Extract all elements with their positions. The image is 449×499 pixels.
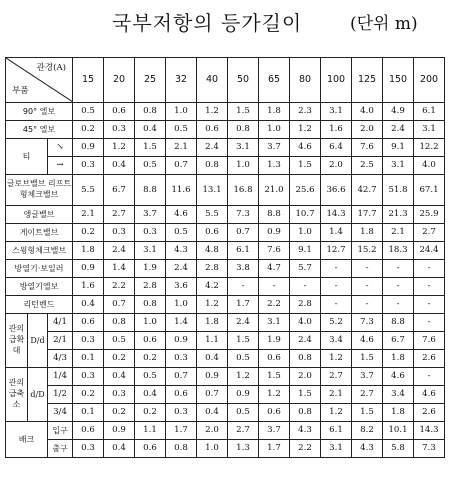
table-cell: 0.9 — [73, 260, 104, 278]
table-cell: 6.1 — [414, 103, 445, 121]
tee-branch-arrow: ↘ — [48, 139, 73, 157]
table-cell: 1.0 — [135, 314, 166, 332]
table-cell: 0.1 — [73, 404, 104, 422]
table-cell: 2.0 — [352, 121, 383, 139]
table-cell: 2.1 — [73, 206, 104, 224]
table-cell: 0.8 — [197, 157, 228, 175]
table-cell: - — [259, 278, 290, 296]
table-cell: 2.1 — [383, 224, 414, 242]
table-cell: 0.2 — [135, 350, 166, 368]
table-row — [6, 224, 445, 242]
table-cell: 0.3 — [73, 440, 104, 458]
table-cell: 2.4 — [197, 139, 228, 157]
table-cell: 1.1 — [135, 422, 166, 440]
table-cell: 1.3 — [228, 440, 259, 458]
table-cell: 25.9 — [414, 206, 445, 224]
table-cell: 67.1 — [414, 175, 445, 206]
table-cell: 1.8 — [73, 242, 104, 260]
row-label: 리턴벤드 — [6, 296, 73, 314]
table-cell: 1.4 — [104, 260, 135, 278]
table-cell: 0.2 — [104, 350, 135, 368]
table-cell: 1.6 — [73, 278, 104, 296]
table-cell: 11.6 — [166, 175, 197, 206]
table-cell: 1.5 — [352, 350, 383, 368]
table-cell: 0.9 — [73, 139, 104, 157]
table-cell: 1.1 — [197, 332, 228, 350]
table-cell: 3.8 — [228, 260, 259, 278]
table-cell: 7.6 — [414, 332, 445, 350]
table-cell: 0.3 — [73, 157, 104, 175]
table-row — [6, 157, 445, 175]
table-cell: 1.5 — [259, 368, 290, 386]
table-cell: 0.5 — [73, 103, 104, 121]
table-cell: 3.1 — [259, 314, 290, 332]
table-cell: 0.5 — [135, 157, 166, 175]
table-cell: 0.5 — [166, 224, 197, 242]
table-cell: 0.6 — [104, 103, 135, 121]
table-cell: 4.6 — [290, 139, 321, 157]
size-header: 15 — [73, 58, 104, 103]
table-cell: 1.5 — [228, 103, 259, 121]
table-cell: 2.5 — [352, 157, 383, 175]
table-cell: 3.4 — [321, 332, 352, 350]
table-cell: 0.5 — [135, 368, 166, 386]
table-cell: - — [352, 278, 383, 296]
table-cell: 0.6 — [135, 332, 166, 350]
table-cell: 0.4 — [104, 440, 135, 458]
size-header: 25 — [135, 58, 166, 103]
size-header: 65 — [259, 58, 290, 103]
table-cell: 1.2 — [321, 404, 352, 422]
table-cell: 4.6 — [166, 206, 197, 224]
table-cell: 10.7 — [290, 206, 321, 224]
table-cell: - — [414, 296, 445, 314]
table-cell: 4.6 — [352, 332, 383, 350]
table-cell: 4.6 — [383, 368, 414, 386]
table-cell: 0.6 — [197, 224, 228, 242]
table-cell: 8.8 — [135, 175, 166, 206]
table-cell: 2.0 — [321, 157, 352, 175]
ratio-label: 4/1 — [48, 314, 73, 332]
table-cell: 1.8 — [259, 103, 290, 121]
table-cell: 2.1 — [166, 139, 197, 157]
table-cell: 1.4 — [321, 224, 352, 242]
table-cell: 1.2 — [259, 386, 290, 404]
title-row — [0, 0, 449, 36]
table-row — [6, 332, 445, 350]
table-row — [6, 440, 445, 458]
table-cell: 0.5 — [228, 350, 259, 368]
table-cell: 0.9 — [104, 422, 135, 440]
table-cell: 12.2 — [414, 139, 445, 157]
page-title: 국부저항의 등가길이 — [112, 11, 303, 35]
row-label: 게이트밸브 — [6, 224, 73, 242]
table-cell: 3.7 — [352, 368, 383, 386]
table-cell: 21.3 — [383, 206, 414, 224]
table-cell: 0.4 — [197, 404, 228, 422]
table-cell: 0.9 — [259, 224, 290, 242]
table-cell: 3.1 — [135, 242, 166, 260]
table-cell: 0.2 — [73, 121, 104, 139]
table-cell: 1.8 — [383, 404, 414, 422]
table-cell: 0.7 — [228, 224, 259, 242]
table-cell: 0.8 — [135, 103, 166, 121]
ratio-label: 1/2 — [48, 386, 73, 404]
table-cell: 12.7 — [321, 242, 352, 260]
table-cell: 1.7 — [259, 440, 290, 458]
header-part-label: 부품 — [12, 86, 29, 97]
table-cell: 0.8 — [135, 296, 166, 314]
group-label: 관의 급확대 — [6, 314, 28, 368]
group-label: 배크 — [6, 422, 48, 458]
table-cell: 0.5 — [104, 332, 135, 350]
table-row — [6, 139, 445, 157]
table-cell: 3.7 — [259, 422, 290, 440]
table-cell: 0.8 — [290, 350, 321, 368]
table-cell: 0.4 — [104, 157, 135, 175]
size-header: 200 — [414, 58, 445, 103]
table-cell: 0.3 — [104, 386, 135, 404]
ratio-label: 3/4 — [48, 404, 73, 422]
row-label: 방열기·보일러 — [6, 260, 73, 278]
table-cell: 8.8 — [383, 314, 414, 332]
table-cell: 16.8 — [228, 175, 259, 206]
table-cell: 2.4 — [290, 332, 321, 350]
table-row — [6, 278, 445, 296]
table-row — [6, 368, 445, 386]
table-cell: 1.2 — [228, 368, 259, 386]
table-cell: 0.3 — [104, 121, 135, 139]
tee-straight-arrow: → — [48, 157, 73, 175]
table-cell: 6.4 — [321, 139, 352, 157]
table-cell: 8.8 — [259, 206, 290, 224]
table-cell: - — [383, 278, 414, 296]
table-cell: 1.0 — [166, 103, 197, 121]
table-row — [6, 103, 445, 121]
table-cell: - — [414, 278, 445, 296]
table-cell: 1.4 — [166, 314, 197, 332]
table-cell: 5.5 — [197, 206, 228, 224]
table-cell: 4.3 — [166, 242, 197, 260]
table-cell: 10.1 — [383, 422, 414, 440]
table-row — [6, 314, 445, 332]
table-cell: 0.3 — [135, 224, 166, 242]
table-cell: 1.8 — [197, 314, 228, 332]
size-header: 50 — [228, 58, 259, 103]
table-row — [6, 121, 445, 139]
table-cell: 0.4 — [135, 121, 166, 139]
table-cell: 0.1 — [73, 350, 104, 368]
table-cell: 1.8 — [383, 350, 414, 368]
table-cell: 2.8 — [290, 296, 321, 314]
table-cell: 2.0 — [197, 422, 228, 440]
table-cell: 3.4 — [383, 386, 414, 404]
row-label: 스윙형체크밸브 — [6, 242, 73, 260]
table-cell: 0.8 — [290, 404, 321, 422]
table-cell: 24.4 — [414, 242, 445, 260]
table-cell: 1.2 — [197, 296, 228, 314]
table-cell: 2.4 — [228, 314, 259, 332]
row-label: 출구 — [48, 440, 73, 458]
table-cell: 2.2 — [259, 296, 290, 314]
size-header: 100 — [321, 58, 352, 103]
table-cell: 6.7 — [104, 175, 135, 206]
table-cell: 2.4 — [383, 121, 414, 139]
table-cell: 0.3 — [166, 404, 197, 422]
table-cell: 2.6 — [414, 350, 445, 368]
ratio-label: 4/3 — [48, 350, 73, 368]
table-cell: 2.4 — [166, 260, 197, 278]
table-cell: 2.2 — [290, 440, 321, 458]
table-cell: 17.7 — [352, 206, 383, 224]
ratio-variable: d/D — [28, 368, 48, 422]
table-cell: 25.6 — [290, 175, 321, 206]
row-label: 방열기엘보 — [6, 278, 73, 296]
table-cell: 51.8 — [383, 175, 414, 206]
size-header: 125 — [352, 58, 383, 103]
table-cell: 0.9 — [197, 368, 228, 386]
table-cell: 4.0 — [352, 103, 383, 121]
table-cell: 2.7 — [104, 206, 135, 224]
table-cell: 14.3 — [414, 422, 445, 440]
table-cell: 7.6 — [259, 242, 290, 260]
table-cell: 9.1 — [383, 139, 414, 157]
table-cell: 0.6 — [197, 121, 228, 139]
table-cell: 2.6 — [414, 404, 445, 422]
table-cell: 1.7 — [166, 422, 197, 440]
table-cell: 0.4 — [73, 296, 104, 314]
table-row — [6, 386, 445, 404]
table-cell: 1.5 — [135, 139, 166, 157]
table-cell: 0.7 — [166, 368, 197, 386]
table-cell: 6.1 — [321, 422, 352, 440]
table-cell: 5.5 — [73, 175, 104, 206]
table-cell: 3.1 — [321, 440, 352, 458]
table-cell: 6.1 — [228, 242, 259, 260]
table-cell: 1.2 — [321, 350, 352, 368]
table-cell: 3.7 — [135, 206, 166, 224]
row-label: 앵글밸브 — [6, 206, 73, 224]
table-cell: 0.6 — [166, 386, 197, 404]
table-cell: 1.6 — [321, 121, 352, 139]
row-label: 글로브밸브 리프트형체크밸브 — [6, 175, 73, 206]
table-cell: 2.3 — [290, 103, 321, 121]
table-cell: 18.3 — [383, 242, 414, 260]
table-cell: 2.7 — [414, 224, 445, 242]
table-cell: 2.0 — [290, 368, 321, 386]
ratio-label: 1/4 — [48, 368, 73, 386]
table-cell: 0.2 — [73, 224, 104, 242]
table-cell: 5.8 — [383, 440, 414, 458]
table-cell: 0.4 — [104, 368, 135, 386]
group-label: 관의 급축소 — [6, 368, 28, 422]
table-cell: 0.8 — [228, 121, 259, 139]
table-cell: 3.1 — [321, 103, 352, 121]
table-cell: 2.1 — [321, 386, 352, 404]
table-cell: - — [383, 260, 414, 278]
table-cell: 4.9 — [383, 103, 414, 121]
size-header: 80 — [290, 58, 321, 103]
table-cell: 0.3 — [166, 350, 197, 368]
unit-label: (단위 m) — [350, 14, 418, 34]
header-size-label: 관경(A) — [36, 63, 67, 73]
table-cell: 1.5 — [352, 404, 383, 422]
size-header: 150 — [383, 58, 414, 103]
table-cell: 3.7 — [259, 139, 290, 157]
table-cell: 1.5 — [228, 332, 259, 350]
table-cell: 0.3 — [104, 224, 135, 242]
table-cell: - — [414, 368, 445, 386]
table-cell: 4.7 — [259, 260, 290, 278]
table-cell: 2.7 — [321, 368, 352, 386]
table-cell: 1.2 — [290, 121, 321, 139]
table-cell: 0.3 — [73, 332, 104, 350]
table-cell: 42.7 — [352, 175, 383, 206]
table-cell: 0.9 — [228, 386, 259, 404]
table-cell: 0.2 — [73, 386, 104, 404]
table-cell: 0.9 — [166, 332, 197, 350]
table-row — [6, 404, 445, 422]
table-cell: 0.3 — [73, 368, 104, 386]
table-cell: - — [228, 278, 259, 296]
table-cell: 0.2 — [135, 404, 166, 422]
table-cell: - — [321, 296, 352, 314]
table-row — [6, 206, 445, 224]
table-cell: 1.9 — [135, 260, 166, 278]
table-cell: 7.3 — [228, 206, 259, 224]
table-cell: 0.2 — [104, 404, 135, 422]
table-cell: 4.2 — [197, 278, 228, 296]
table-cell: 0.8 — [104, 314, 135, 332]
table-cell: 0.6 — [73, 422, 104, 440]
table-cell: 1.2 — [104, 139, 135, 157]
table-cell: - — [321, 260, 352, 278]
table-cell: 15.2 — [352, 242, 383, 260]
table-cell: - — [290, 278, 321, 296]
table-cell: 21.0 — [259, 175, 290, 206]
table-row — [6, 260, 445, 278]
table-cell: 36.6 — [321, 175, 352, 206]
table-cell: 7.3 — [352, 314, 383, 332]
table-cell: 1.7 — [228, 296, 259, 314]
size-header: 20 — [104, 58, 135, 103]
table-cell: 1.0 — [259, 121, 290, 139]
table-cell: 6.7 — [383, 332, 414, 350]
table-cell: 0.6 — [73, 314, 104, 332]
table-row — [6, 175, 445, 206]
group-label: 티 — [6, 139, 48, 175]
equivalent-length-table — [5, 57, 445, 458]
table-cell: 4.8 — [197, 242, 228, 260]
table-cell: 1.5 — [290, 157, 321, 175]
table-cell: 7.3 — [414, 440, 445, 458]
table-cell: - — [414, 260, 445, 278]
table-cell: 2.2 — [104, 278, 135, 296]
table-cell: - — [352, 260, 383, 278]
table-cell: - — [414, 314, 445, 332]
table-cell: 0.6 — [259, 404, 290, 422]
table-cell: 1.0 — [228, 157, 259, 175]
table-cell: 2.7 — [352, 386, 383, 404]
table-cell: 3.1 — [414, 121, 445, 139]
table-row — [6, 296, 445, 314]
table-cell: 0.6 — [135, 440, 166, 458]
table-cell: 0.5 — [166, 121, 197, 139]
table-cell: 1.0 — [166, 296, 197, 314]
table-cell: 9.1 — [290, 242, 321, 260]
table-cell: 1.8 — [352, 224, 383, 242]
table-cell: 1.2 — [197, 103, 228, 121]
table-cell: 5.7 — [290, 260, 321, 278]
table-cell: 1.0 — [290, 224, 321, 242]
header-row — [6, 58, 445, 103]
table-cell: 8.2 — [352, 422, 383, 440]
table-cell: 0.6 — [259, 350, 290, 368]
table-cell: 3.1 — [228, 139, 259, 157]
table-cell: 4.3 — [352, 440, 383, 458]
ratio-variable: D/d — [28, 314, 48, 368]
table-cell: 0.7 — [104, 296, 135, 314]
row-label: 입구 — [48, 422, 73, 440]
table-cell: 2.4 — [104, 242, 135, 260]
table-cell: - — [352, 296, 383, 314]
table-cell: 3.1 — [383, 157, 414, 175]
table-cell: 3.6 — [166, 278, 197, 296]
table-cell: 7.6 — [352, 139, 383, 157]
table-cell: 2.7 — [228, 422, 259, 440]
table-cell: 0.8 — [166, 440, 197, 458]
table-cell: 2.8 — [197, 260, 228, 278]
table-cell: 0.7 — [166, 157, 197, 175]
table-cell: 1.9 — [259, 332, 290, 350]
table-cell: 4.0 — [414, 157, 445, 175]
header-corner-cell — [6, 58, 73, 103]
table-cell: 4.6 — [414, 386, 445, 404]
table-cell: 14.3 — [321, 206, 352, 224]
table-cell: 0.5 — [228, 404, 259, 422]
table-cell: 4.3 — [290, 422, 321, 440]
table-cell: 1.0 — [197, 440, 228, 458]
row-label: 90° 엘보 — [6, 103, 73, 121]
table-cell: - — [383, 296, 414, 314]
table-cell: 4.0 — [290, 314, 321, 332]
table-cell: 13.1 — [197, 175, 228, 206]
table-cell: 2.8 — [135, 278, 166, 296]
size-header: 32 — [166, 58, 197, 103]
row-label: 45° 엘보 — [6, 121, 73, 139]
size-header: 40 — [197, 58, 228, 103]
table-row — [6, 422, 445, 440]
table-cell: 5.2 — [321, 314, 352, 332]
table-cell: 1.5 — [290, 386, 321, 404]
table-cell: - — [321, 278, 352, 296]
table-cell: 0.7 — [197, 386, 228, 404]
table-row — [6, 350, 445, 368]
table-row — [6, 242, 445, 260]
ratio-label: 2/1 — [48, 332, 73, 350]
table-cell: 0.4 — [135, 386, 166, 404]
table-cell: 0.4 — [197, 350, 228, 368]
table-cell: 1.3 — [259, 157, 290, 175]
